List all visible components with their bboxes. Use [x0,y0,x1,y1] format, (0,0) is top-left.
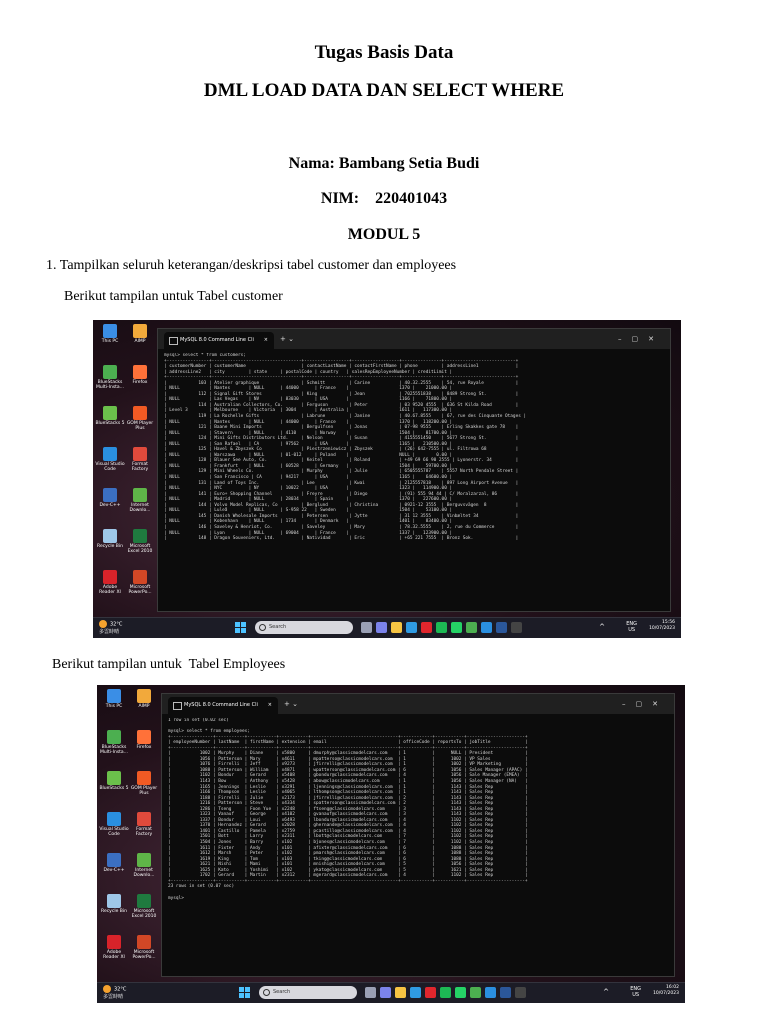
console-line: 23 rows in set (0.07 sec) [168,884,235,890]
desktop-shortcut[interactable] [95,406,125,426]
console-line: | 146 | Saveley & Henriot, Co. | Saveley | Mary | 78.32.5555 | 2, rue du Commerce | [164,524,519,530]
new-tab-button[interactable]: + ⌄ [284,700,298,708]
lang-code: ENG [630,986,641,992]
clock[interactable] [653,985,679,997]
console-line: | NULL | Kobenhavn | NULL | 1734 | Denmark | 1401 | 83400.00 | [164,519,453,525]
desktop-shortcut-label: BlueStacks Multi-Insta... [96,380,124,390]
console-line: | 1166 | Thompson | Leslie | x4065 | lthompson@classicmodelcars.com | 1 | 1143 | Sales Rep | [168,790,528,796]
desktop-shortcut[interactable] [125,447,155,472]
desktop-shortcut-label: Microsoft PowerPo... [132,950,156,960]
desktop-shortcut-label: Adobe Reader XI [103,950,125,960]
console-line: | 1165 | Jennings | Leslie | x3291 | ljennings@classicmodelcars.com | 1 | 1143 | Sales Rep | [168,784,528,790]
file-explorer-icon[interactable] [395,987,406,998]
console-line: | 1625 | Kato | Yoshimi | x102 | ykato@classicmodelcars.com | 5 | 1621 | Sales Rep | [168,867,528,873]
desktop-shortcut[interactable] [125,529,155,554]
console-line: | 1504 | Jones | Barry | x102 | bjones@classicmodelcars.com | 7 | 1102 | Sales Rep | [168,840,528,846]
weather-widget[interactable] [99,620,122,636]
desktop-shortcut[interactable] [95,488,125,508]
screenshot-employees [97,685,685,1003]
terminal-icon [173,702,182,710]
desktop-shortcut[interactable] [129,689,159,709]
desktop-shortcut[interactable] [125,324,155,344]
devcpp-icon [103,488,117,502]
adobe-reader-icon [107,935,121,949]
console-line: | 1216 | Patterson | Steve | x4334 | spatterson@classicmodelcars.com | 2 | 1143 | Sales Rep | [168,801,528,807]
opera-icon[interactable] [421,622,432,633]
console-line: | 131 | Land of Toys Inc. | Lee | Kwai | 2125557818 | 897 Long Airport Avenue | [164,480,519,486]
terminal-icon[interactable] [515,987,526,998]
aimp-icon [137,689,151,703]
whatsapp-icon[interactable] [451,622,462,633]
terminal-icon [169,337,178,345]
clock-date: 10/07/2023 [649,626,675,631]
vscode-icon [103,447,117,461]
recycle-bin-icon [103,529,117,543]
desktop-shortcut-label: Firefox [132,380,148,385]
console-line: +----------------+-----------+-----------+-----------+---------------------------------+------------+-----------+----------------------+ [168,734,528,740]
desktop-shortcut[interactable] [125,365,155,385]
whatsapp-icon[interactable] [455,987,466,998]
terminal-titlebar [158,329,670,349]
console-line: +----------------+----------------------------------+-----------------+------------------+---------------+---------------------------+ [164,358,519,364]
console-line: | NULL | Luleå | NULL | S-958 22 | Sweden | 1504 | 53100.00 | [164,508,453,514]
desktop-shortcut[interactable] [99,730,129,755]
document-subtitle: DML LOAD DATA DAN SELECT WHERE [203,80,565,101]
word-icon[interactable] [500,987,511,998]
firefox-icon [137,730,151,744]
console-output[interactable] [164,353,666,609]
taskbar-search[interactable] [259,986,357,999]
chrome-icon[interactable] [470,987,481,998]
weather-desc: 多雲時晴 [99,628,120,635]
desktop-shortcut[interactable] [125,570,155,595]
desktop-shortcut-label: Internet Downlo... [133,868,155,878]
console-line: | 1702 | Gerard | Martin | x2312 | mgerard@classicmodelcars.com | 4 | 1102 | Sales Rep | [168,873,528,879]
desktop-shortcut[interactable] [125,406,155,431]
desktop-shortcut[interactable] [129,730,159,750]
console-line: | NULL | Nantes | NULL | 44000 | France | 1370 | 118200.00 | [164,419,453,425]
desktop-shortcut[interactable] [99,689,129,709]
console-line: | 1370 | Hernandez | Gerard | x2028 | ghernande@classicmodelcars.com | 4 | 1102 | Sales Rep | [168,823,528,829]
console-line: | 1401 | Castillo | Pamela | x2759 | pcastillo@classicmodelcars.com | 4 | 1102 | Sales Rep | [168,828,528,834]
desktop-shortcut-label: Adobe Reader XI [99,585,121,595]
desktop-shortcut-label: Visual Studio Code [99,827,129,837]
clock-date: 10/07/2023 [653,991,679,996]
console-line: | NULL | San Francisco | CA | 94217 | USA | 1165 | 64600.00 | [164,475,453,481]
spotify-icon[interactable] [440,987,451,998]
adobe-reader-icon [103,570,117,584]
desktop-shortcut[interactable] [95,570,125,595]
format-factory-icon [137,812,151,826]
desktop-shortcut-label: Recycle Bin [101,909,127,914]
console-line: | 1612 | Marsh | Peter | x102 | pmarsh@classicmodelcars.com | 6 | 1088 | Sales Rep | [168,851,528,857]
desktop-shortcut-label: BlueStacks 5 [99,786,129,791]
sun-icon [99,620,107,628]
console-line: | 114 | Australian Collectors, Co. | Ferguson | Peter | 03 9520 4555 | 636 St Kilda Road | [164,402,519,408]
clock[interactable] [649,620,675,632]
clock-time: 16:02 [666,985,679,990]
powerpoint-icon [137,935,151,949]
desktop-shortcut-label: BlueStacks 5 [95,421,125,426]
console-line: | 1188 | Firrelli | Julie | x2173 | jfirrelli@classicmodelcars.com | 2 | 1143 | Sales Rep | [168,795,528,801]
desktop-shortcut[interactable] [95,324,125,344]
console-line: | 125 | Havel & Zbyszek Co | Piestrzeniewicz | Zbyszek | (26) 642-7555 | ul. Filtrowa 68 | [164,447,519,453]
console-line: | employeeNumber | lastName | firstName | extension | email | officeCode | reportsTo | jobTitle | [168,740,528,746]
search-icon [263,989,270,996]
console-line: | 141 | Euro+ Shopping Channel | Freyre | Diego | (91) 555 94 44 | C/ Moralzarzal, 86 | [164,491,519,497]
terminal-tab-title: MySQL 8.0 Command Line Cli [180,337,254,343]
search-icon [259,624,266,631]
gom-player-icon [133,406,147,420]
region-code: US [632,992,640,998]
desktop-shortcut[interactable] [95,365,125,390]
console-line: | 124 | Mini Gifts Distributors Ltd. | Nelson | Susan | 4155551450 | 5677 Strong St. | [164,436,519,442]
console-line: | NULL | Madrid | NULL | 28034 | Spain | 1370 | 227600.00 | [164,497,453,503]
console-line: mysql> select * from employees; [168,729,250,735]
console-line: | 112 | Signal Gift Stores | King | Jean | 7025551838 | 8489 Strong St. | [164,391,519,397]
console-line: | 148 | Dragon Souveniers, Ltd. | Natividad | Eric | +65 221 7555 | Bronz Sok. | [164,536,519,542]
console-line: | 129 | Mini Wheels Co. | Murphy | Julie | 6505555787 | 5557 North Pendale Street | [164,469,519,475]
weather-temp: 32°C [110,621,123,628]
console-line: | NULL | Las Vegas | NV | 83030 | USA | 1166 | 71800.00 | [164,397,453,403]
window-controls[interactable]: –▢✕ [618,335,664,343]
desktop-shortcut[interactable] [125,488,155,513]
console-line: | 103 | Atelier graphique | Schmitt | Carine | 40.32.2555 | 54, rue Royale | [164,380,519,386]
desktop-shortcut-label: Recycle Bin [97,544,123,549]
desktop-shortcut[interactable] [95,529,125,549]
console-line: | 1501 | Bott | Larry | x2311 | lbott@classicmodelcars.com | 7 | 1102 | Sales Rep | [168,834,528,840]
terminal-tab-title: MySQL 8.0 Command Line Cli [184,702,258,708]
vscode-icon [107,812,121,826]
vscode-icon[interactable] [485,987,496,998]
weather-desc: 多雲時晴 [103,993,124,1000]
console-line: | NULL | San Rafael | CA | 97562 | USA | 1165 | 210500.00 | [164,441,453,447]
console-output[interactable] [168,718,670,974]
bluestacks-icon [107,730,121,744]
taskbar [97,982,685,1003]
weather-widget[interactable] [103,985,126,1001]
chat-icon[interactable] [380,987,391,998]
spotify-icon[interactable] [436,622,447,633]
computer-icon [103,324,117,338]
word-icon[interactable] [496,622,507,633]
student-name: Nama: Bambang Setia Budi [288,155,480,172]
powerpoint-icon [133,570,147,584]
tray-chevron-icon[interactable]: ^ [603,988,609,996]
excel-icon [137,894,151,908]
tray-chevron-icon[interactable]: ^ [599,623,605,631]
console-line: | NULL | Frankfurt | NULL | 60528 | Germany | 1504 | 59700.00 | [164,463,453,469]
console-line: | 1056 | Patterson | Mary | x4611 | mpatterso@classicmodelcars.com | 1 | 1002 | VP Sales | [168,756,528,762]
desktop-shortcut[interactable] [129,894,159,919]
desktop-shortcut-label: AIMP [138,704,150,709]
desktop-shortcut-label: AIMP [134,339,146,344]
console-line: 1 row in set (0.02 sec) [168,718,229,723]
desktop-shortcut-label: Internet Downlo... [129,503,151,513]
console-line: | 1323 | Vanauf | George | x4102 | gvanauf@classicmodelcars.com | 3 | 1143 | Sales Rep | [168,812,528,818]
firefox-icon [133,365,147,379]
desktop-shortcut[interactable] [129,935,159,960]
caption-employees: Berikut tampilan untuk Tabel Employees [52,657,286,672]
format-factory-icon [133,447,147,461]
console-line: +----------------+-----------+-----------+-----------+---------------------------------+------------+-----------+----------------------+ [168,878,528,884]
desktop-shortcut-label: Microsoft Excel 2010 [127,544,153,554]
console-line: | NULL | Nantes | NULL | 44000 | France | 1370 | 21000.00 | [164,386,453,392]
console-line: | addressLine2 | city | state | postalCode | country | salesRepEmployeeNumber | creditLimit | [164,369,453,375]
edge-icon[interactable] [410,987,421,998]
console-line: | customerNumber | customerName | contactLastName | contactFirstName | phone | addressLine1 | [164,364,519,370]
file-explorer-icon[interactable] [391,622,402,633]
window-controls[interactable]: –▢✕ [622,700,668,708]
chrome-icon[interactable] [466,622,477,633]
desktop-shortcut[interactable] [99,812,129,837]
student-nim: NIM: 220401043 [320,190,448,207]
gom-player-icon [137,771,151,785]
console-line: | 144 | Volvo Model Replicas, Co | Berglund | Christina | 0921-12 3555 | Berguvsvägen 8 | [164,502,519,508]
console-line: | 1076 | Firrelli | Jeff | x9273 | jfirrelli@classicmodelcars.com | 1 | 1002 | VP Marketing | [168,762,528,768]
close-tab-icon[interactable]: × [267,702,272,708]
weather-temp: 32°C [114,986,127,993]
desktop-shortcut[interactable] [99,771,129,791]
desktop-shortcut-label: Microsoft Excel 2010 [131,909,157,919]
console-line: | 1143 | Bow | Anthony | x5428 | abow@classicmodelcars.com | 1 | 1056 | Sales Manager (NA) | [168,779,528,785]
task-view-icon[interactable] [361,622,372,633]
desktop-shortcut-label: Dev-C++ [99,503,121,508]
bluestacks-icon [103,365,117,379]
windows-start-icon[interactable] [235,622,247,634]
desktop-shortcut-label: This PC [105,704,123,709]
desktop-shortcut[interactable] [99,935,129,960]
question-1: 1. Tampilkan seluruh keterangan/deskripsi tabel customer dan employees [46,258,457,273]
aimp-icon [133,324,147,338]
desktop-shortcut-label: Firefox [136,745,152,750]
screenshot-customers [93,320,681,638]
document-title: Tugas Basis Data [314,42,454,63]
search-placeholder: Search [273,989,291,995]
console-line: | 1102 | Bondur | Gerard | x5408 | gbondur@classicmodelcars.com | 4 | 1056 | Sale Manager (EMEA) | [168,773,528,779]
console-line: | 1002 | Murphy | Diane | x5800 | dmurphy@classicmodelcars.com | 1 | NULL | President | [168,751,528,757]
sun-icon [103,985,111,993]
new-tab-button[interactable]: + ⌄ [280,335,294,343]
search-placeholder: Search [269,624,287,630]
console-line: | 128 | Blauer See Auto, Co. | Keitel | Roland | +49 69 66 90 2555 | Lyonerstr. 34 | [164,458,519,464]
vscode-icon[interactable] [481,622,492,633]
console-line: | 1088 | Patterson | William | x4871 | wpatterson@classicmodelcars.com | 6 | 1056 | Sales Manager (APAC) | [168,767,528,773]
opera-icon[interactable] [425,987,436,998]
terminal-window[interactable] [161,693,675,977]
console-line: mysql> select * from customers; [164,353,246,358]
console-line: | Level 3 | Melbourne | Victoria | 3004 | Australia | 1611 | 117300.00 | [164,408,453,414]
console-line: | 1337 | Bondur | Loui | x6493 | lbondur@classicmodelcars.com | 4 | 1102 | Sales Rep | [168,817,528,823]
desktop-shortcut-label: This PC [101,339,119,344]
bluestacks-icon [107,771,121,785]
recycle-bin-icon [107,894,121,908]
desktop-shortcut[interactable] [129,812,159,837]
desktop-shortcut-label: GOM Player Plus [126,421,154,431]
terminal-titlebar [162,694,674,714]
task-view-icon[interactable] [365,987,376,998]
edge-icon[interactable] [406,622,417,633]
console-line: mysql> [168,895,184,901]
console-line: | 1286 | Tseng | Foon Yue | x2248 | ftseng@classicmodelcars.com | 3 | 1143 | Sales Rep | [168,806,528,812]
close-tab-icon[interactable]: × [263,337,268,343]
bluestacks-icon [103,406,117,420]
module-number: MODUL 5 [347,226,421,243]
console-line: | 1621 | Nishi | Mami | x101 | mnishi@classicmodelcars.com | 5 | 1056 | Sales Rep | [168,862,528,868]
clock-time: 15:56 [662,620,675,625]
desktop-shortcut-label: BlueStacks Multi-Insta... [100,745,128,755]
console-line: | 1619 | King | Tom | x103 | tking@classicmodelcars.com | 6 | 1088 | Sales Rep | [168,856,528,862]
caption-customer: Berikut tampilan untuk Tabel customer [64,289,283,304]
desktop-shortcut-label: GOM Player Plus [130,786,158,796]
desktop-shortcut[interactable] [95,447,125,472]
terminal-tab[interactable] [168,697,278,714]
idm-icon [133,488,147,502]
idm-icon [137,853,151,867]
desktop-shortcut-label: Format Factory [131,462,149,472]
language-indicator[interactable] [626,621,637,633]
console-line: | 119 | La Rochelle Gifts | Labrune | Janine | 40.67.8555 | 67, rue des Cinquante Otages | [164,414,527,420]
desktop-shortcut-label: Microsoft PowerPo... [128,585,152,595]
desktop-icons [97,685,159,975]
lang-code: ENG [626,621,637,627]
console-line: | NULL | NYC | NY | 10022 | USA | 1323 | 114900.00 | [164,486,453,492]
computer-icon [107,689,121,703]
desktop-icons [93,320,155,610]
desktop-shortcut-label: Dev-C++ [103,868,125,873]
terminal-window[interactable] [157,328,671,612]
desktop-shortcut[interactable] [99,894,129,914]
console-line: | 1611 | Fixter | Andy | x101 | afixter@classicmodelcars.com | 6 | 1088 | Sales Rep | [168,845,528,851]
desktop-shortcut[interactable] [129,853,159,878]
console-line: | NULL | Warszawa | NULL | 01-012 | Poland | NULL | 0.00 | [164,452,453,458]
console-line: +----------------+-----------+-----------+-----------+---------------------------------+------------+-----------+----------------------+ [168,745,528,751]
console-line: | 121 | Baane Mini Imports | Bergulfsen | Jonas | 07-98 9555 | Erling Skakkes gate 78 | [164,425,519,431]
language-indicator[interactable] [630,986,641,998]
desktop-shortcut-label: Visual Studio Code [95,462,125,472]
terminal-icon[interactable] [511,622,522,633]
chat-icon[interactable] [376,622,387,633]
console-line: | NULL | Stavern | NULL | 4110 | Norway | 1504 | 81700.00 | [164,430,453,436]
desktop-shortcut[interactable] [99,853,129,873]
region-code: US [628,627,636,633]
windows-start-icon[interactable] [239,987,251,999]
console-line: +----------------+----------------------------------+-----------------+------------------+---------------+---------------------------+ [164,375,519,381]
taskbar-search[interactable] [255,621,353,634]
terminal-tab[interactable] [164,332,274,349]
desktop-shortcut[interactable] [129,771,159,796]
console-line: | NULL | Lyon | NULL | 69004 | France | 1337 | 123900.00 | [164,530,453,536]
excel-icon [133,529,147,543]
desktop-shortcut-label: Format Factory [135,827,153,837]
console-line: | 145 | Danish Wholesale Imports | Petersen | Jytte | 31 12 3555 | Vinbæltet 34 | [164,513,519,519]
taskbar [93,617,681,638]
devcpp-icon [107,853,121,867]
